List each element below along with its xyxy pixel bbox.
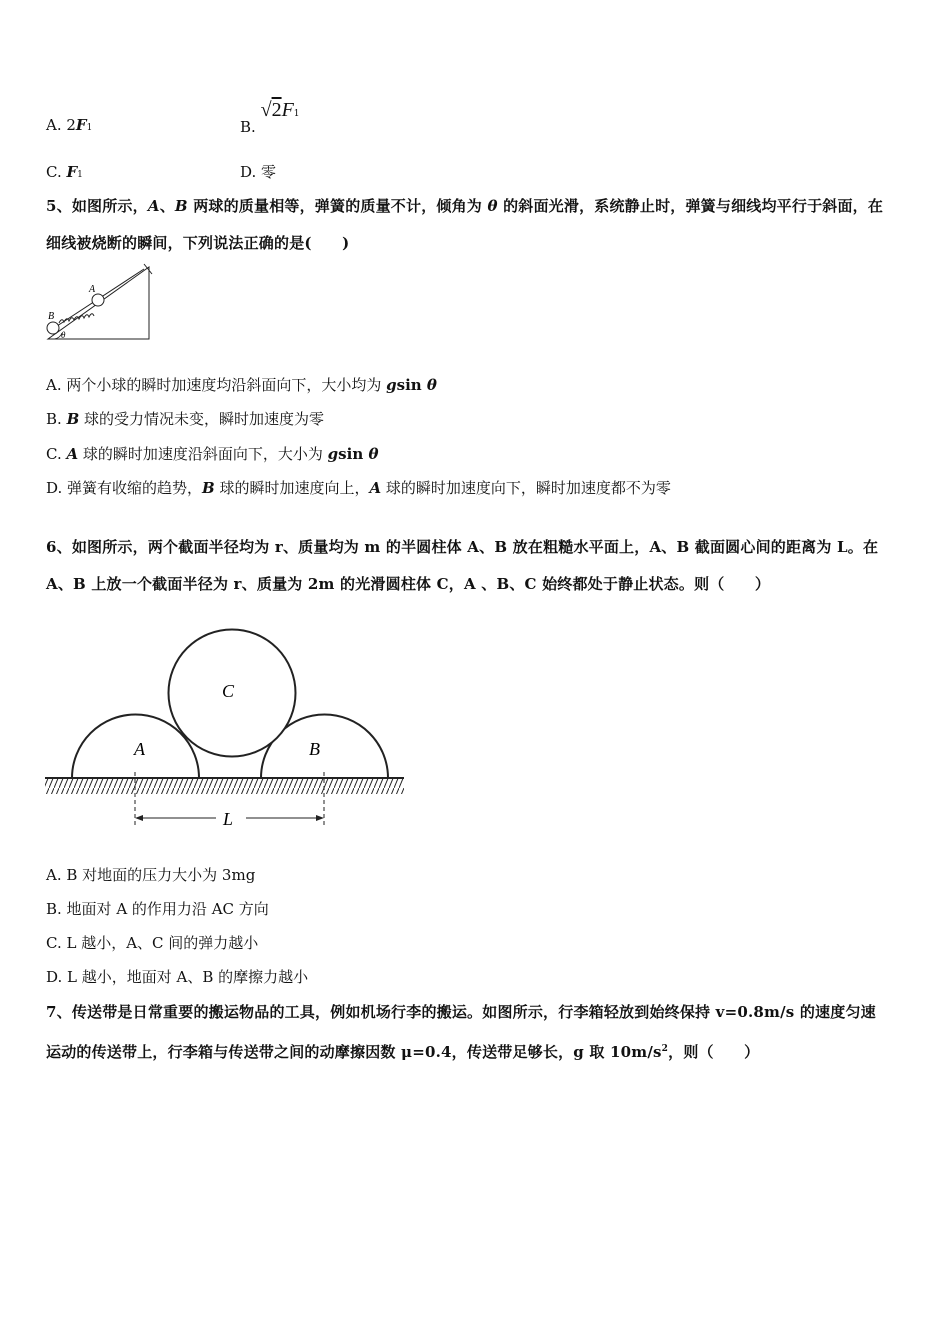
q5-option-b: B. B 球的受力情况未变，瞬时加速度为零: [46, 410, 325, 428]
ground-hatch: [45, 778, 404, 794]
q6-stem-line1: 6、如图所示，两个截面半径均为 r、质量均为 m 的半圆柱体 A、B 放在粗糙水平面上，A、B 截面圆心间的距离为 L。在: [46, 538, 879, 556]
dimension-arrow-right: [316, 815, 324, 821]
q4-option-b: B. √2F1: [240, 99, 300, 136]
q7-stem-line1: 7、传送带是日常重要的搬运物品的工具，例如机场行李的搬运。如图所示，行李箱轻放到始终保持 v=0.8m/s 的速度匀速: [46, 1003, 876, 1021]
label-theta: θ: [61, 330, 66, 340]
q6-option-c: C. L 越小，A、C 间的弹力越小: [46, 934, 259, 952]
incline-top-mark: [144, 264, 152, 274]
label-a: A: [134, 739, 145, 759]
q6-cylinders-figure: [44, 620, 406, 835]
q5-option-a: A. 两个小球的瞬时加速度均沿斜面向下，大小均为 gsin θ: [46, 376, 437, 394]
ball-b: [47, 322, 59, 334]
q4-option-d: D. 零: [240, 163, 277, 181]
label-b: B: [48, 311, 55, 322]
label-c: C: [222, 681, 235, 701]
q5-stem-line1: 5、如图所示，A、B 两球的质量相等，弹簧的质量不计，倾角为 θ 的斜面光滑，系统静止时，弹簧与细线均平行于斜面，在: [46, 197, 884, 215]
q6-option-d: D. L 越小，地面对 A、B 的摩擦力越小: [46, 968, 309, 986]
dimension-arrow-left: [135, 815, 143, 821]
q4-option-c: C. F1: [46, 163, 83, 181]
ball-a: [92, 294, 104, 306]
q5-option-d: D. 弹簧有收缩的趋势，B 球的瞬时加速度向上，A 球的瞬时加速度向下，瞬时加速度都不为零: [46, 479, 671, 497]
q6-option-b: B. 地面对 A 的作用力沿 AC 方向: [46, 900, 269, 918]
q7-stem-line2: 运动的传送带上，行李箱与传送带之间的动摩擦因数 μ=0.4，传送带足够长，g 取 $10m/s^2$，则（ ）: [46, 1043, 760, 1061]
q5-incline-figure: [44, 262, 154, 342]
label-b: B: [309, 739, 320, 759]
label-a: A: [89, 284, 96, 295]
label-l: L: [223, 809, 234, 829]
q6-option-a: A. B 对地面的压力大小为 3mg: [46, 866, 256, 884]
q6-stem-line2: A、B 上放一个截面半径为 r、质量为 2m 的光滑圆柱体 C，A 、B、C 始终都处于静止状态。则（ ）: [46, 575, 771, 593]
q5-option-c: C. A 球的瞬时加速度沿斜面向下，大小为 gsin θ: [46, 445, 379, 463]
q4-option-a: A. 2F1: [46, 116, 93, 134]
q5-stem-line2: 细线被烧断的瞬间，下列说法正确的是( ): [46, 234, 350, 252]
